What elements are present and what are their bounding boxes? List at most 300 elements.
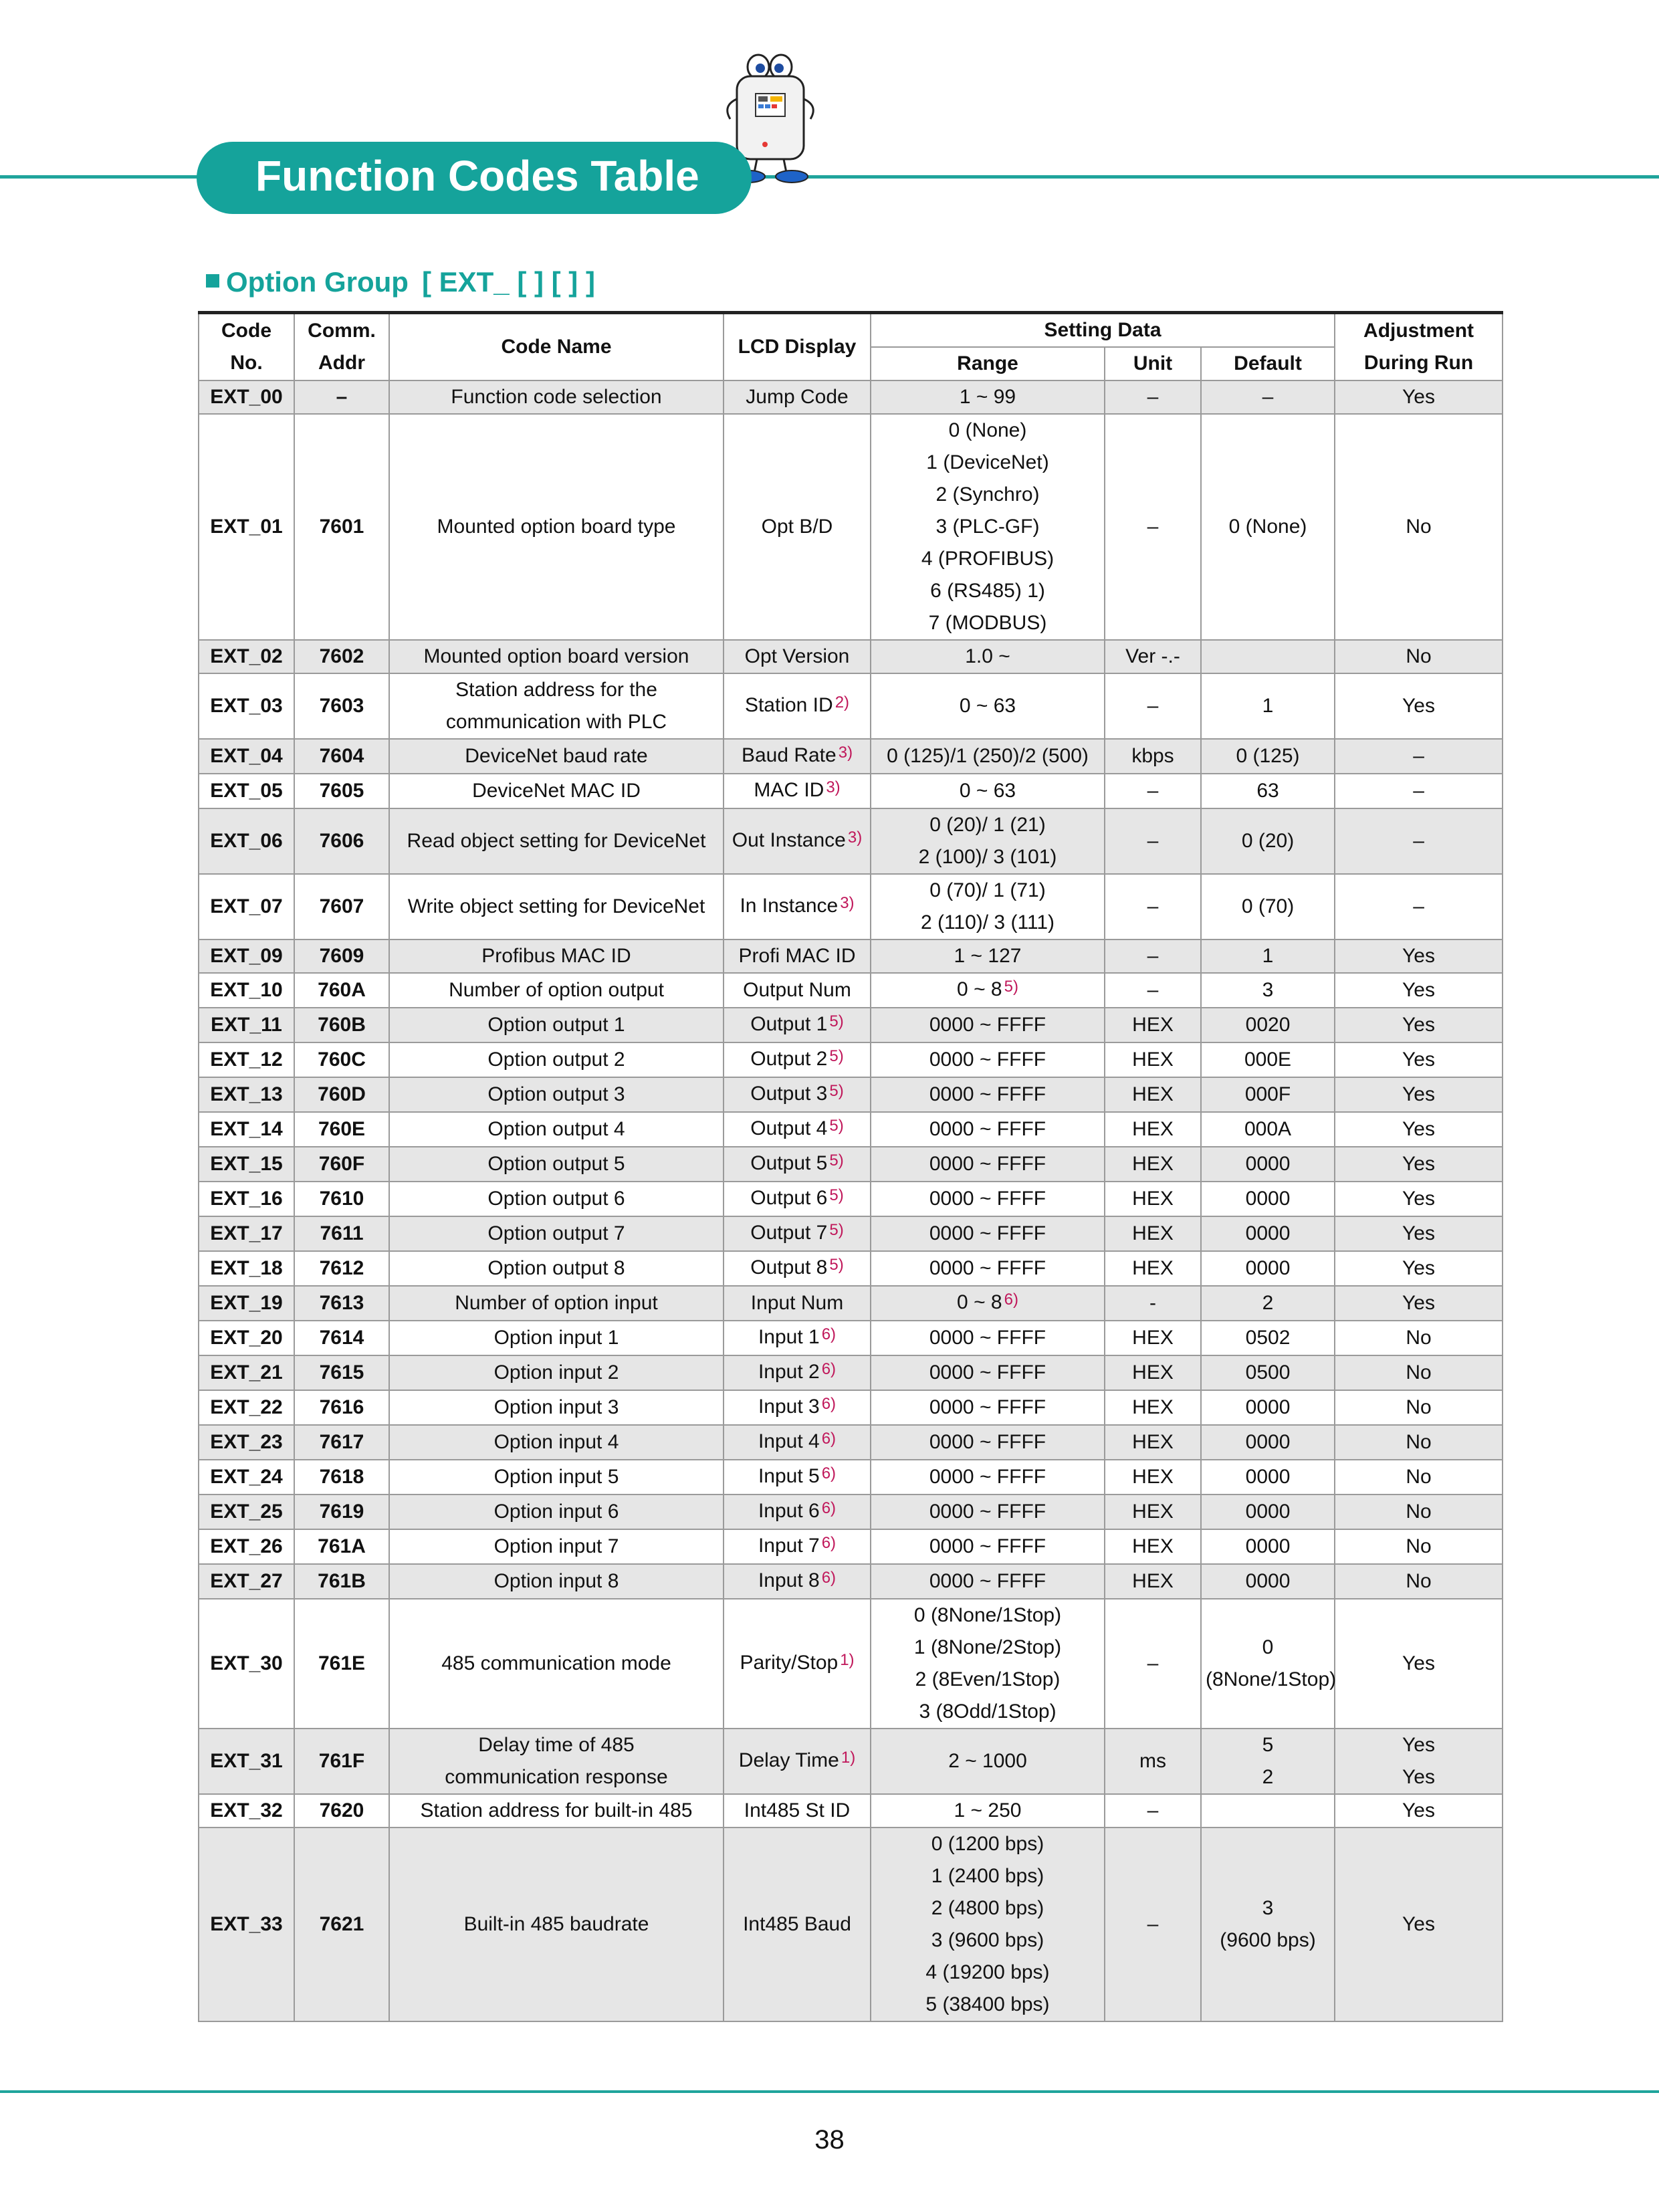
footnote-marker: 6) — [821, 1360, 837, 1378]
section-code: [ EXT_ [ ] [ ] ] — [421, 266, 595, 298]
default-cell — [1201, 973, 1335, 1008]
cell-line: 0000 — [1245, 1466, 1291, 1488]
code-name-cell — [389, 1794, 724, 1828]
range-text: 0000 ~ FFFF — [929, 1570, 1046, 1592]
cell-line: 0 (125) — [1236, 745, 1300, 767]
table-row — [199, 808, 1503, 874]
range-text: 0 ~ 63 — [959, 695, 1016, 717]
unit-cell — [1105, 1599, 1201, 1729]
comm-addr-cell: 761F — [294, 1729, 389, 1794]
range-line — [875, 479, 1100, 511]
lcd-display-cell — [724, 1599, 871, 1729]
unit-cell — [1105, 1390, 1201, 1425]
lcd-display-text: Input Num — [750, 1292, 844, 1314]
footnote-marker: 5) — [829, 1186, 844, 1204]
cell-line: HEX — [1132, 1188, 1174, 1210]
code-no-cell: EXT_27 — [199, 1564, 294, 1599]
lcd-display-cell — [724, 1564, 871, 1599]
unit-cell — [1105, 973, 1201, 1008]
cell-line: Yes — [1402, 1083, 1435, 1105]
code-no-cell: EXT_02 — [199, 640, 294, 673]
lcd-display-cell — [724, 739, 871, 774]
unit-cell — [1105, 1251, 1201, 1286]
cell-line: – — [1413, 780, 1424, 802]
range-text: 1 ~ 250 — [954, 1799, 1022, 1821]
code-name-cell — [389, 808, 724, 874]
default-cell — [1201, 1564, 1335, 1599]
comm-addr-cell: 7613 — [294, 1286, 389, 1321]
cell-line: 1 — [1262, 695, 1274, 717]
lcd-display-text: Int485 St ID — [744, 1799, 851, 1821]
cell-line: – — [1147, 695, 1159, 717]
range-line — [875, 511, 1100, 543]
code-name-cell — [389, 640, 724, 673]
range-text: 2 ~ 1000 — [948, 1750, 1027, 1772]
range-text: 0 ~ 63 — [959, 780, 1016, 802]
range-line — [875, 1287, 1100, 1320]
range-line — [875, 1664, 1100, 1696]
unit-cell — [1105, 640, 1201, 673]
cell-line: 0502 — [1245, 1327, 1291, 1349]
code-name-cell — [389, 1355, 724, 1390]
range-line — [875, 1461, 1100, 1493]
cell-line: Yes — [1402, 1292, 1435, 1314]
default-cell — [1201, 1828, 1335, 2021]
comm-addr-cell: 760D — [294, 1077, 389, 1112]
cell-line: Yes — [1402, 1048, 1435, 1071]
cell-line: 2 — [1262, 1766, 1274, 1788]
cell-line: Built-in 485 baudrate — [463, 1913, 649, 1935]
cell-line: Yes — [1402, 1734, 1435, 1756]
lcd-display-text: Profi MAC ID — [738, 945, 856, 967]
cell-line: Yes — [1402, 1799, 1435, 1821]
cell-line: Option input 7 — [493, 1535, 619, 1557]
adjustment-cell — [1335, 1112, 1503, 1147]
comm-addr-cell: 7602 — [294, 640, 389, 673]
cell-line: 0000 — [1245, 1396, 1291, 1418]
range-text: 4 (PROFIBUS) — [921, 548, 1055, 570]
code-no-cell: EXT_18 — [199, 1251, 294, 1286]
adjustment-cell — [1335, 1008, 1503, 1042]
default-cell — [1201, 1425, 1335, 1460]
cell-line: – — [1147, 516, 1159, 538]
lcd-display-cell — [724, 1321, 871, 1355]
cell-line: HEX — [1132, 1222, 1174, 1244]
table-row — [199, 874, 1503, 939]
range-line — [875, 607, 1100, 639]
code-name-cell — [389, 1182, 724, 1216]
lcd-display-text: Input 5 — [758, 1465, 820, 1487]
code-name-cell — [389, 1321, 724, 1355]
cell-line: Yes — [1402, 1766, 1435, 1788]
range-text: 0 ~ 8 — [957, 1291, 1002, 1313]
range-text: 7 (MODBUS) — [928, 612, 1047, 634]
cell-line: No — [1406, 1431, 1432, 1453]
cell-line: HEX — [1132, 1396, 1174, 1418]
range-cell — [871, 1390, 1105, 1425]
footnote-marker: 5) — [829, 1117, 844, 1135]
range-cell — [871, 1460, 1105, 1495]
cell-line: 0000 — [1245, 1188, 1291, 1210]
header-code-name: Code Name — [389, 313, 724, 381]
default-cell — [1201, 874, 1335, 939]
code-no-cell: EXT_01 — [199, 414, 294, 640]
range-cell — [871, 1321, 1105, 1355]
unit-cell — [1105, 1182, 1201, 1216]
cell-line: Yes — [1402, 1222, 1435, 1244]
default-cell — [1201, 1077, 1335, 1112]
adjustment-cell — [1335, 380, 1503, 414]
cell-line: 5 — [1262, 1734, 1274, 1756]
range-text: 1.0 ~ — [965, 645, 1010, 667]
unit-cell — [1105, 1147, 1201, 1182]
code-no-cell: EXT_12 — [199, 1042, 294, 1077]
table-row — [199, 1599, 1503, 1729]
default-cell — [1201, 1147, 1335, 1182]
code-no-cell: EXT_33 — [199, 1828, 294, 2021]
code-no-cell: EXT_10 — [199, 973, 294, 1008]
cell-line: No — [1406, 1501, 1432, 1523]
comm-addr-cell: 7611 — [294, 1216, 389, 1251]
range-cell — [871, 1495, 1105, 1529]
comm-addr-cell: 7607 — [294, 874, 389, 939]
cell-line: – — [1147, 1652, 1159, 1674]
cell-line: Option output 2 — [487, 1048, 625, 1071]
default-cell — [1201, 1112, 1335, 1147]
range-line — [875, 1426, 1100, 1458]
comm-addr-cell: 7606 — [294, 808, 389, 874]
default-cell — [1201, 1355, 1335, 1390]
comm-addr-cell: 7603 — [294, 673, 389, 739]
adjustment-cell — [1335, 774, 1503, 808]
cell-line: DeviceNet MAC ID — [472, 780, 641, 802]
code-no-cell: EXT_20 — [199, 1321, 294, 1355]
table-row — [199, 1425, 1503, 1460]
lcd-display-cell — [724, 1355, 871, 1390]
cell-line: Option input 4 — [493, 1431, 619, 1453]
lcd-display-cell — [724, 874, 871, 939]
table-row — [199, 1564, 1503, 1599]
table-body — [199, 380, 1503, 2021]
table-row — [199, 1251, 1503, 1286]
range-cell — [871, 1112, 1105, 1147]
code-no-cell: EXT_06 — [199, 808, 294, 874]
range-line — [875, 1957, 1100, 1989]
range-cell — [871, 774, 1105, 808]
range-line — [875, 841, 1100, 873]
cell-line: - — [1149, 1292, 1156, 1314]
adjustment-cell — [1335, 1460, 1503, 1495]
cell-line: No — [1406, 1535, 1432, 1557]
lcd-display-cell — [724, 1042, 871, 1077]
cell-line: Yes — [1402, 1188, 1435, 1210]
cell-line: 0500 — [1245, 1361, 1291, 1384]
comm-addr-cell: 7614 — [294, 1321, 389, 1355]
range-cell — [871, 1216, 1105, 1251]
adjustment-cell — [1335, 739, 1503, 774]
code-no-cell: EXT_25 — [199, 1495, 294, 1529]
range-cell — [871, 1042, 1105, 1077]
comm-addr-cell: 7620 — [294, 1794, 389, 1828]
cell-line: Yes — [1402, 979, 1435, 1001]
comm-addr-cell: 761A — [294, 1529, 389, 1564]
cell-line: 1 — [1262, 945, 1274, 967]
range-line — [875, 1696, 1100, 1728]
range-line — [875, 1892, 1100, 1924]
unit-cell — [1105, 1216, 1201, 1251]
range-line — [875, 1924, 1100, 1957]
page-number: 38 — [814, 2125, 845, 2154]
range-line — [875, 1183, 1100, 1215]
header-lcd-display: LCD Display — [724, 313, 871, 381]
lcd-display-text: Input 8 — [758, 1569, 820, 1591]
default-cell — [1201, 1251, 1335, 1286]
range-line — [875, 1989, 1100, 2021]
default-cell — [1201, 673, 1335, 739]
range-line — [875, 775, 1100, 807]
table-row — [199, 1460, 1503, 1495]
header-code-no: Code No. — [199, 313, 294, 381]
range-line — [875, 1565, 1100, 1597]
adjustment-cell — [1335, 1077, 1503, 1112]
comm-addr-cell: 7621 — [294, 1828, 389, 2021]
range-text: 2 (100)/ 3 (101) — [918, 846, 1057, 868]
lcd-display-cell — [724, 1425, 871, 1460]
cell-line: – — [1413, 830, 1424, 852]
cell-line: Option input 8 — [493, 1570, 619, 1592]
lcd-display-cell — [724, 1828, 871, 2021]
range-text: 1 (DeviceNet) — [926, 451, 1049, 473]
comm-addr-cell: 761E — [294, 1599, 389, 1729]
range-cell — [871, 1008, 1105, 1042]
cell-line: Yes — [1402, 1153, 1435, 1175]
cell-line: 485 communication mode — [441, 1652, 671, 1674]
adjustment-cell — [1335, 414, 1503, 640]
cell-line: – — [1147, 386, 1159, 408]
table-row — [199, 774, 1503, 808]
code-name-cell — [389, 1042, 724, 1077]
range-cell — [871, 1599, 1105, 1729]
cell-line: Function code selection — [451, 386, 662, 408]
adjustment-cell — [1335, 1495, 1503, 1529]
footnote-marker: 6) — [821, 1430, 837, 1448]
lcd-display-text: Opt Version — [744, 645, 850, 667]
default-cell — [1201, 1460, 1335, 1495]
footnote-marker: 5) — [829, 1082, 844, 1100]
cell-line: – — [1147, 830, 1159, 852]
lcd-display-cell — [724, 973, 871, 1008]
code-name-cell — [389, 1112, 724, 1147]
unit-cell — [1105, 673, 1201, 739]
comm-addr-cell: 760E — [294, 1112, 389, 1147]
range-line — [875, 1599, 1100, 1632]
footnote-marker: 6) — [821, 1569, 837, 1587]
lcd-display-cell — [724, 1495, 871, 1529]
unit-cell — [1105, 1460, 1201, 1495]
lcd-display-cell — [724, 774, 871, 808]
code-name-cell — [389, 1008, 724, 1042]
cell-line: 3 — [1262, 1897, 1274, 1919]
cell-line: 0 (20) — [1241, 830, 1295, 852]
range-line — [875, 381, 1100, 413]
unit-cell — [1105, 1495, 1201, 1529]
cell-line: – — [1413, 895, 1424, 917]
cell-line: (9600 bps) — [1220, 1929, 1316, 1951]
range-line — [875, 1745, 1100, 1777]
range-cell — [871, 380, 1105, 414]
range-text: 5 (38400 bps) — [925, 1993, 1050, 2015]
cell-line: Station address for built-in 485 — [420, 1799, 693, 1821]
cell-line: – — [1147, 780, 1159, 802]
footnote-marker: 2) — [835, 693, 850, 711]
header-default: Default — [1201, 347, 1335, 380]
cell-line: HEX — [1132, 1118, 1174, 1140]
cell-line: (8None/1Stop) — [1206, 1668, 1337, 1690]
lcd-display-text: Output 3 — [750, 1083, 828, 1105]
range-cell — [871, 414, 1105, 640]
range-line — [875, 1496, 1100, 1528]
code-no-cell: EXT_22 — [199, 1390, 294, 1425]
code-no-cell: EXT_17 — [199, 1216, 294, 1251]
range-text: 0000 ~ FFFF — [929, 1535, 1046, 1557]
unit-cell — [1105, 1529, 1201, 1564]
code-no-cell: EXT_14 — [199, 1112, 294, 1147]
range-cell — [871, 640, 1105, 673]
code-no-cell: EXT_31 — [199, 1729, 294, 1794]
range-line — [875, 907, 1100, 939]
code-no-cell: EXT_09 — [199, 939, 294, 973]
cell-line: No — [1406, 645, 1432, 667]
adjustment-cell — [1335, 673, 1503, 739]
footnote-marker: 3) — [840, 894, 855, 912]
lcd-display-cell — [724, 414, 871, 640]
cell-line: Yes — [1402, 945, 1435, 967]
cell-line: – — [1147, 945, 1159, 967]
code-no-cell: EXT_15 — [199, 1147, 294, 1182]
range-text: 0000 ~ FFFF — [929, 1257, 1046, 1279]
lcd-display-cell — [724, 1147, 871, 1182]
cell-line: 000F — [1244, 1083, 1291, 1105]
range-text: 0000 ~ FFFF — [929, 1118, 1046, 1140]
cell-line: – — [1147, 895, 1159, 917]
cell-line: No — [1406, 516, 1432, 538]
cell-line: Number of option input — [455, 1292, 658, 1314]
default-cell — [1201, 640, 1335, 673]
code-no-cell: EXT_19 — [199, 1286, 294, 1321]
range-line — [875, 690, 1100, 722]
cell-line: kbps — [1131, 745, 1174, 767]
range-text: 2 (4800 bps) — [931, 1897, 1044, 1919]
bullet-square-icon — [206, 274, 219, 288]
range-cell — [871, 1794, 1105, 1828]
cell-line: Yes — [1402, 1118, 1435, 1140]
comm-addr-cell: 7618 — [294, 1460, 389, 1495]
unit-cell — [1105, 1355, 1201, 1390]
unit-cell — [1105, 1321, 1201, 1355]
lcd-display-text: Input 7 — [758, 1535, 820, 1557]
unit-cell — [1105, 1286, 1201, 1321]
code-no-cell: EXT_05 — [199, 774, 294, 808]
unit-cell — [1105, 1564, 1201, 1599]
comm-addr-cell: 7609 — [294, 939, 389, 973]
code-no-cell: EXT_16 — [199, 1182, 294, 1216]
cell-line: 3 — [1262, 979, 1274, 1001]
adjustment-cell — [1335, 1182, 1503, 1216]
lcd-display-cell — [724, 640, 871, 673]
range-line — [875, 543, 1100, 575]
cell-line: 63 — [1256, 780, 1279, 802]
lcd-display-text: Int485 Baud — [743, 1913, 851, 1935]
code-name-cell — [389, 673, 724, 739]
unit-cell — [1105, 1042, 1201, 1077]
adjustment-cell — [1335, 1147, 1503, 1182]
range-text: 0 (125)/1 (250)/2 (500) — [887, 745, 1089, 767]
header-comm-addr: Comm. Addr — [294, 313, 389, 381]
cell-line: Yes — [1402, 386, 1435, 408]
code-name-cell — [389, 1077, 724, 1112]
adjustment-cell — [1335, 1390, 1503, 1425]
cell-line: – — [1147, 979, 1159, 1001]
default-cell — [1201, 1794, 1335, 1828]
cell-line: No — [1406, 1570, 1432, 1592]
table-row — [199, 414, 1503, 640]
cell-line: HEX — [1132, 1361, 1174, 1384]
range-line — [875, 641, 1100, 673]
function-codes-table — [198, 311, 1503, 2022]
table-row — [199, 1828, 1503, 2021]
range-text: 0000 ~ FFFF — [929, 1188, 1046, 1210]
range-cell — [871, 739, 1105, 774]
range-text: 0 (20)/ 1 (21) — [929, 814, 1046, 836]
code-name-cell — [389, 973, 724, 1008]
lcd-display-cell — [724, 1216, 871, 1251]
code-no-cell: EXT_32 — [199, 1794, 294, 1828]
comm-addr-cell: 760F — [294, 1147, 389, 1182]
range-text: 0 (None) — [948, 419, 1027, 441]
table-row — [199, 640, 1503, 673]
cell-line: HEX — [1132, 1153, 1174, 1175]
footnote-marker: 6) — [821, 1464, 837, 1482]
range-line — [875, 1079, 1100, 1111]
range-text: 2 (Synchro) — [935, 483, 1040, 506]
table-row — [199, 673, 1503, 739]
footnote-marker: 3) — [826, 778, 841, 796]
cell-line: 0 — [1262, 1636, 1274, 1658]
header-setting-data: Setting Data — [871, 313, 1335, 348]
range-line — [875, 575, 1100, 607]
lcd-display-cell — [724, 380, 871, 414]
cell-line: 0000 — [1245, 1153, 1291, 1175]
range-cell — [871, 973, 1105, 1008]
cell-line: 2 — [1262, 1292, 1274, 1314]
lcd-display-text: Jump Code — [746, 386, 849, 408]
table-row — [199, 1008, 1503, 1042]
default-cell — [1201, 1286, 1335, 1321]
adjustment-cell — [1335, 874, 1503, 939]
code-no-cell: EXT_21 — [199, 1355, 294, 1390]
footer-rule — [0, 2090, 1659, 2093]
range-line — [875, 875, 1100, 907]
cell-line: 0000 — [1245, 1570, 1291, 1592]
section-heading — [206, 266, 595, 298]
lcd-display-cell — [724, 1390, 871, 1425]
cell-line: Yes — [1402, 1913, 1435, 1935]
cell-line: 0000 — [1245, 1501, 1291, 1523]
lcd-display-text: Input 2 — [758, 1361, 820, 1383]
comm-addr-cell: 7617 — [294, 1425, 389, 1460]
lcd-display-cell — [724, 1112, 871, 1147]
footnote-marker: 1) — [841, 1749, 856, 1767]
